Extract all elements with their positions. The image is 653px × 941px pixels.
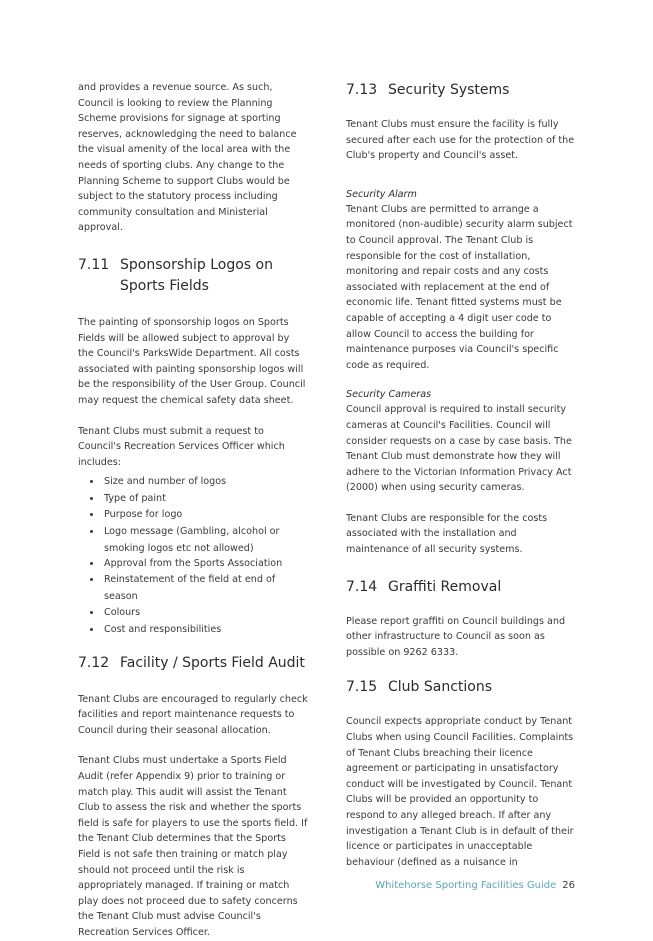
section-title: Graffiti Removal <box>388 578 502 595</box>
footer-guide-title: Whitehorse Sporting Facilities Guide <box>375 880 557 891</box>
page-footer <box>375 880 575 891</box>
section-number: 7.13 <box>346 82 378 98</box>
right-column <box>346 80 578 870</box>
intro-paragraph: and provides a revenue source. As such, Council is looking to review the Planning Scheme provisions for signage at sporting reserves, acknowledging the need to balance the visual amenity of the local area with the needs of sporting clubs. Any change to the Planning Scheme to support Clubs would be subject to the statutory process including community consultation and Ministerial approval. <box>78 82 297 234</box>
list-item: • Type of paint <box>102 491 308 508</box>
section-title: Sponsorship Logos on Sports Fields <box>120 256 273 294</box>
list-item: • Approval from the Sports Association <box>102 556 308 573</box>
security-alarm-subheading: Security Alarm <box>346 188 417 200</box>
list-item: • Size and number of logos <box>102 474 308 491</box>
audit-requirement-paragraph: Tenant Clubs must undertake a Sports Field Audit (refer Appendix 9) prior to training or match play. This audit will assist the Tenant Club to assess the risk and whether the sports field is safe for players to use the sports field. If the Tenant Club determines that the Sports Field is not safe then training or match play should not proceed until the risk is appropriately managed. If training or match play does not proceed due to safety concerns the Tenant Club must advise Council's Recreation Services Officer. <box>78 755 308 938</box>
sponsorship-paragraph: The painting of sponsorship logos on Sports Fields will be allowed subject to approval by the Council's ParksWide Department. All costs associated with painting sponsorship logos will be the responsibility of the User Group. Council may request the chemical safety data sheet. <box>78 316 306 406</box>
section-number: 7.15 <box>346 679 378 696</box>
left-column <box>78 80 308 941</box>
graffiti-paragraph: Please report graffiti on Council buildings and other infrastructure to Council as soon as possible on 9262 6333. <box>346 615 566 658</box>
list-item-line: Logo message (Gambling, alcohol or <box>104 526 280 538</box>
audit-intro-paragraph: Tenant Clubs are encouraged to regularly check facilities and report maintenance requests to Council during their seasonal allocation. <box>78 693 308 736</box>
section-7-12-heading <box>78 653 308 674</box>
club-sanctions-paragraph: Council expects appropriate conduct by Tenant Clubs when using Council Facilities. Complaints of Tenant Clubs breaching their licence agreement or participating in unsatisfactory conduct will be investigated by Council. Tenant Clubs will be provided an opportunity to respond to any alleged breach. If after any investigation a Tenant Club is in default of their licence or participates in unacceptable behaviour (defined as a nuisance in <box>346 716 574 868</box>
list-item-continuation: smoking logos etc not allowed) <box>104 542 254 554</box>
list-item <box>102 524 308 556</box>
sponsorship-request-paragraph: Tenant Clubs must submit a request to Council's Recreation Services Officer which includes: <box>78 425 285 468</box>
section-7-15-heading <box>346 677 578 698</box>
section-7-13-heading <box>346 80 578 101</box>
page-number: 26 <box>562 880 575 891</box>
list-item: • Purpose for logo <box>102 507 308 524</box>
section-number: 7.12 <box>78 654 110 671</box>
security-cameras-paragraph: Council approval is required to install security cameras at Council's Facilities. Council will consider requests on a case by case basis. The Tenant Club must demonstrate how they will adhere to the Victorian Information Privacy Act (2000) when using security cameras. <box>346 404 572 494</box>
section-title: Club Sanctions <box>388 679 493 696</box>
security-alarm-paragraph: Tenant Clubs are permitted to arrange a monitored (non-audible) security alarm subject to Council approval. The Tenant Club is responsible for the cost of installation, monitoring and repair costs and any costs associated with replacement at the end of economic life. Tenant fitted systems must be capable of accepting a 4 digit user code to allow Council to access the building for maintenance purposes via Council's specific code as required. <box>346 203 573 371</box>
section-title: Facility / Sports Field Audit <box>120 654 305 671</box>
security-intro-paragraph: Tenant Clubs must ensure the facility is fully secured after each use for the protection of the Club's property and Council's asset. <box>346 119 575 162</box>
section-title: Security Systems <box>388 82 510 98</box>
section-7-11-heading <box>78 255 308 297</box>
section-7-14-heading <box>346 577 578 598</box>
request-requirements-list <box>78 474 308 638</box>
security-costs-paragraph: Tenant Clubs are responsible for the costs associated with the installation and maintenance of all security systems. <box>346 512 548 556</box>
list-item: • Cost and responsibilities <box>102 622 308 639</box>
list-item: • Reinstatement of the field at end of season <box>102 572 308 605</box>
section-number: 7.14 <box>346 578 378 595</box>
security-cameras-subheading: Security Cameras <box>346 389 432 401</box>
list-item: • Colours <box>102 605 308 622</box>
section-number: 7.11 <box>78 256 110 273</box>
